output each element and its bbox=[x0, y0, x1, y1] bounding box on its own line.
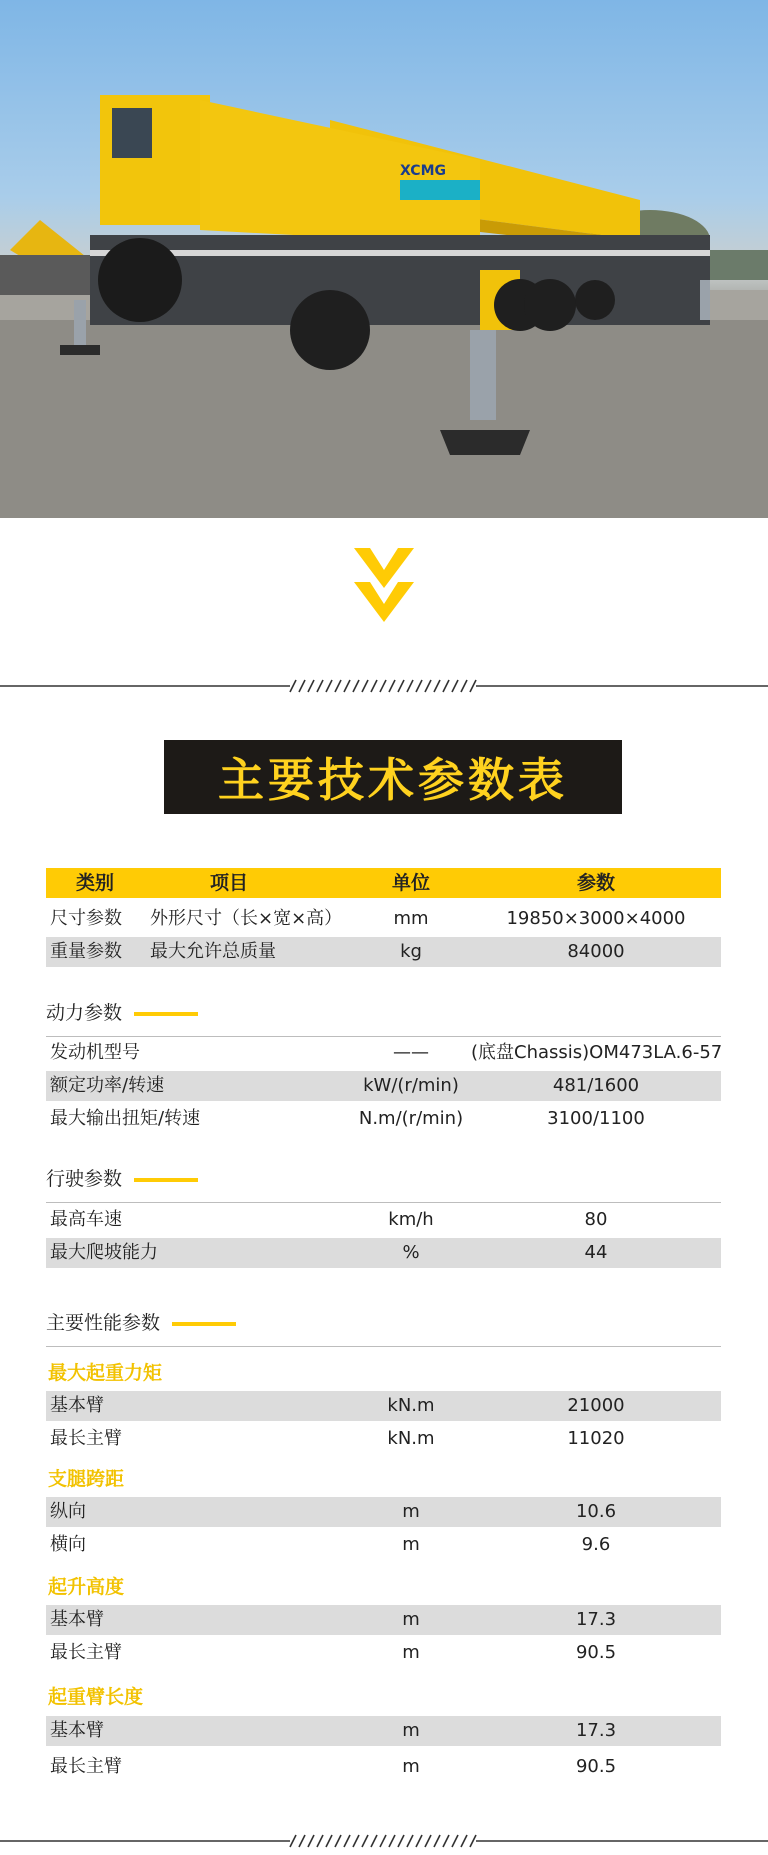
row-item: 基本臂 bbox=[50, 1609, 104, 1630]
header-item: 项目 bbox=[210, 872, 249, 894]
row-item: 最大输出扭矩/转速 bbox=[50, 1108, 201, 1129]
row-unit: m bbox=[402, 1642, 420, 1663]
row-item: 最大爬坡能力 bbox=[50, 1242, 158, 1263]
row-unit: % bbox=[402, 1242, 420, 1263]
hero-crane-photo bbox=[0, 0, 768, 518]
row-param: 11020 bbox=[567, 1428, 625, 1449]
row-unit: m bbox=[402, 1501, 420, 1522]
table-row bbox=[46, 1424, 721, 1454]
table-row bbox=[46, 1205, 721, 1235]
table-row bbox=[46, 1716, 721, 1746]
row-item: 最长主臂 bbox=[50, 1428, 122, 1449]
row-item: 最大允许总质量 bbox=[150, 941, 276, 962]
row-item: 额定功率/转速 bbox=[50, 1075, 165, 1096]
row-item: 外形尺寸（长×宽×高） bbox=[150, 908, 343, 929]
row-category: 尺寸参数 bbox=[50, 908, 122, 929]
row-param: 3100/1100 bbox=[547, 1108, 645, 1129]
row-param: 44 bbox=[584, 1242, 608, 1263]
header-param: 参数 bbox=[576, 872, 615, 894]
row-param: 9.6 bbox=[581, 1534, 611, 1555]
section-performance-label: 主要性能参数 bbox=[46, 1312, 161, 1334]
row-item: 最长主臂 bbox=[50, 1756, 122, 1777]
row-unit: m bbox=[402, 1609, 420, 1630]
row-unit: m bbox=[402, 1720, 420, 1741]
table-row bbox=[46, 1497, 721, 1527]
row-param: 19850×3000×4000 bbox=[506, 908, 686, 929]
section-performance-title bbox=[46, 1308, 236, 1335]
row-param: 80 bbox=[584, 1209, 608, 1230]
page-title: 主要技术参数表 bbox=[218, 753, 568, 807]
section-travel-title bbox=[46, 1164, 198, 1191]
table-header bbox=[46, 868, 721, 898]
row-unit: kW/(r/min) bbox=[363, 1075, 459, 1096]
section-accent-bar bbox=[134, 1178, 198, 1182]
row-item: 发动机型号 bbox=[50, 1042, 140, 1063]
page-title-banner bbox=[164, 740, 622, 814]
row-item: 最高车速 bbox=[50, 1209, 122, 1230]
row-category: 重量参数 bbox=[50, 941, 122, 962]
row-item: 最长主臂 bbox=[50, 1642, 122, 1663]
group-title-boom-length: 起重臂长度 bbox=[48, 1686, 144, 1708]
section-rule bbox=[46, 1346, 721, 1347]
table-row bbox=[46, 1238, 721, 1268]
row-item: 基本臂 bbox=[50, 1395, 104, 1416]
row-param: 84000 bbox=[567, 941, 625, 962]
row-param: (底盘Chassis)OM473LA.6-57 bbox=[471, 1042, 723, 1063]
row-unit: mm bbox=[393, 908, 429, 929]
section-rule bbox=[46, 1202, 721, 1203]
table-row bbox=[46, 1638, 721, 1668]
row-param: 17.3 bbox=[575, 1720, 617, 1741]
row-param: 10.6 bbox=[575, 1501, 617, 1522]
section-travel-label: 行驶参数 bbox=[46, 1168, 123, 1190]
row-unit: kg bbox=[400, 941, 422, 962]
row-item: 横向 bbox=[50, 1534, 86, 1555]
table-row bbox=[46, 1038, 721, 1068]
section-divider-top bbox=[0, 676, 768, 696]
section-divider-bottom bbox=[0, 1831, 768, 1851]
row-unit: kN.m bbox=[387, 1428, 435, 1449]
group-title-max-load-moment: 最大起重力矩 bbox=[48, 1362, 163, 1384]
group-title-lifting-height: 起升高度 bbox=[48, 1576, 125, 1598]
row-unit: kN.m bbox=[387, 1395, 435, 1416]
table-row bbox=[46, 904, 721, 934]
row-unit: N.m/(r/min) bbox=[358, 1108, 464, 1129]
header-unit: 单位 bbox=[391, 872, 430, 894]
row-param: 90.5 bbox=[575, 1642, 617, 1663]
table-row bbox=[46, 1605, 721, 1635]
row-param: 90.5 bbox=[575, 1756, 617, 1777]
row-unit: m bbox=[402, 1756, 420, 1777]
row-item: 基本臂 bbox=[50, 1720, 104, 1741]
section-rule bbox=[46, 1036, 721, 1037]
section-accent-bar bbox=[134, 1012, 198, 1016]
row-item: 纵向 bbox=[50, 1501, 86, 1522]
double-chevron-down-icon bbox=[354, 548, 414, 628]
row-unit: km/h bbox=[388, 1209, 434, 1230]
row-param: 481/1600 bbox=[552, 1075, 640, 1096]
row-param: 17.3 bbox=[575, 1609, 617, 1630]
group-title-outrigger-span: 支腿跨距 bbox=[48, 1468, 125, 1490]
row-unit: m bbox=[402, 1534, 420, 1555]
table-row bbox=[46, 1530, 721, 1560]
row-unit: —— bbox=[393, 1042, 429, 1063]
row-param: 21000 bbox=[567, 1395, 625, 1416]
table-row bbox=[46, 1104, 721, 1134]
table-row bbox=[46, 1071, 721, 1101]
brand-logo: XCMG bbox=[400, 163, 446, 179]
table-row bbox=[46, 1391, 721, 1421]
section-accent-bar bbox=[172, 1322, 236, 1326]
header-category: 类别 bbox=[76, 872, 115, 894]
section-power-title bbox=[46, 998, 198, 1025]
section-power-label: 动力参数 bbox=[46, 1002, 123, 1024]
table-row bbox=[46, 1752, 721, 1782]
table-row bbox=[46, 937, 721, 967]
crane-illustration bbox=[0, 0, 768, 518]
